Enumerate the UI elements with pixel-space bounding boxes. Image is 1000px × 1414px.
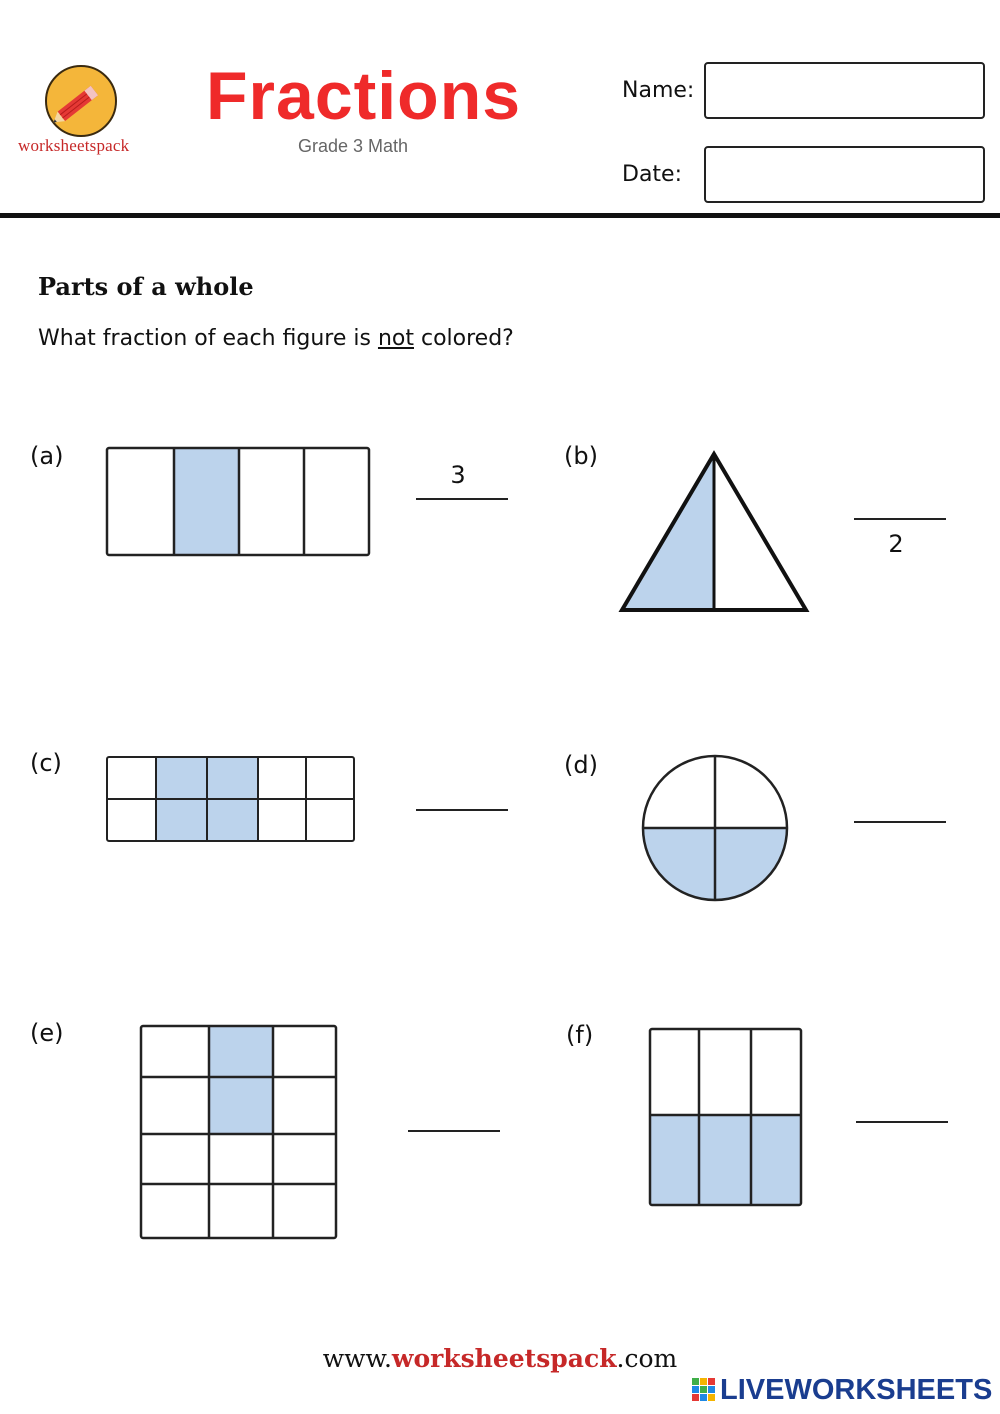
instruction-emphasis: not	[377, 326, 414, 351]
instruction-part-1: What fraction of each figure is	[38, 326, 378, 351]
footer-url[interactable]	[0, 1344, 1000, 1373]
page-subtitle: Grade 3 Math	[298, 136, 409, 156]
answer-b-denominator[interactable]: 2	[888, 530, 904, 558]
question-a-label: (a)	[30, 442, 64, 470]
question-e-label: (e)	[30, 1019, 64, 1047]
question-c-label: (c)	[30, 749, 62, 777]
name-label: Name:	[622, 78, 695, 103]
figure-f-grid	[650, 1029, 801, 1205]
figure-a-rectangle	[107, 448, 369, 555]
date-label: Date:	[622, 162, 682, 187]
footer-url-suffix: .com	[616, 1344, 678, 1373]
footer-url-brand: worksheetspack	[391, 1344, 617, 1373]
question-f-label: (f)	[566, 1021, 594, 1049]
figure-c-grid	[107, 757, 354, 841]
instruction-part-2: colored?	[414, 326, 514, 351]
question-b-label: (b)	[564, 442, 598, 470]
answer-a-numerator[interactable]: 3	[450, 461, 466, 489]
figure-d-circle	[643, 756, 787, 900]
logo-text: worksheetspack	[18, 136, 130, 155]
question-d-label: (d)	[564, 751, 598, 779]
liveworksheets-icon	[692, 1378, 716, 1402]
footer-url-prefix: www.	[322, 1344, 392, 1373]
liveworksheets-text: LIVEWORKSHEETS	[720, 1373, 993, 1406]
page-title: Fractions	[206, 58, 522, 134]
figure-b-triangle	[622, 454, 806, 610]
section-title: Parts of a whole	[38, 272, 254, 301]
liveworksheets-badge[interactable]	[692, 1374, 992, 1406]
figure-e-grid	[141, 1026, 336, 1238]
